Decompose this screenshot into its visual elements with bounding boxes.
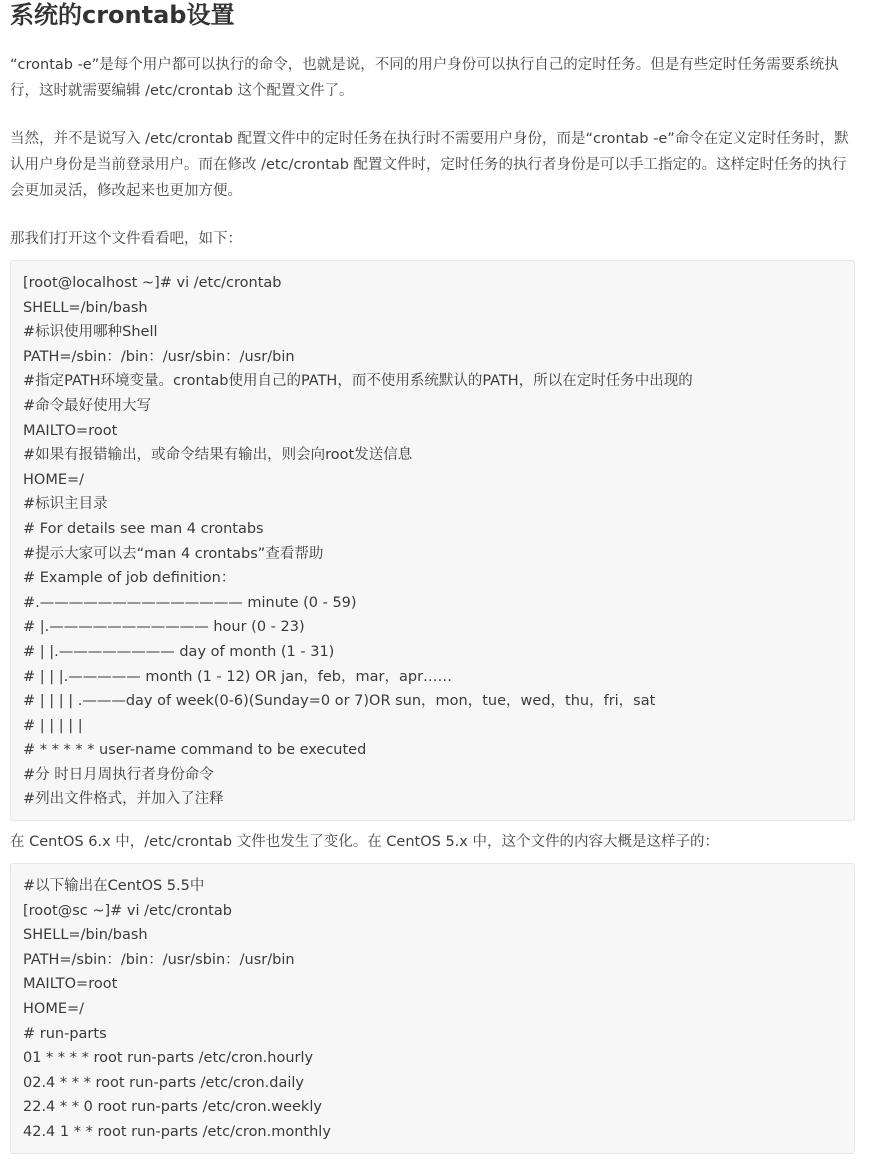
code-line: #指定PATH环境变量。crontab使用自己的PATH，而不使用系统默认的PATH，所以在定时任务中出现的: [23, 373, 693, 390]
code-line: # | |.———————— day of month (1 - 31): [23, 643, 335, 660]
code-line: # run-parts: [23, 1025, 107, 1042]
code-line: 02.4 * * * root run-parts /etc/cron.daily: [23, 1074, 304, 1091]
code-line: # | | | | |: [23, 717, 83, 734]
code-line: # | | |.————— month (1 - 12) OR jan，feb，mar，apr……: [23, 668, 453, 685]
code-line: HOME=/: [23, 471, 85, 488]
code-line: #分 时日月周执行者身份命令: [23, 766, 214, 783]
code-line: # |.——————————— hour (0 - 23): [23, 619, 305, 636]
code-line: 01 * * * * root run-parts /etc/cron.hourly: [23, 1050, 314, 1067]
intro-paragraph: “crontab -e”是每个用户都可以执行的命令，也就是说，不同的用户身份可以执行自己的定时任务。但是有些定时任务需要系统执行，这时就需要编辑 /etc/crontab 这个配置文件了。: [10, 57, 839, 99]
code-line: MAILTO=root: [23, 976, 118, 993]
code-line: PATH=/sbin：/bin：/usr/sbin：/usr/bin: [23, 951, 295, 968]
code-line: #命令最好使用大写: [23, 397, 152, 414]
article: [10, 0, 855, 1154]
centos5-code-block: [10, 863, 855, 1154]
open-file-paragraph: 那我们打开这个文件看看吧，如下：: [10, 231, 242, 247]
code-line: SHELL=/bin/bash: [23, 299, 148, 316]
code-line: HOME=/: [23, 1001, 85, 1018]
code-line: #提示大家可以去“man 4 crontabs”查看帮助: [23, 545, 324, 562]
code-line: #.—————————————— minute (0 - 59): [23, 594, 357, 611]
code-line: [root@localhost ~]# vi /etc/crontab: [23, 275, 282, 291]
code-line: # * * * * * user-name command to be executed: [23, 742, 367, 759]
code-line: 22.4 * * 0 root run-parts /etc/cron.weekly: [23, 1099, 322, 1116]
code-line: #以下输出在CentOS 5.5中: [23, 878, 205, 895]
centos-paragraph: 在 CentOS 6.x 中，/etc/crontab 文件也发生了变化。在 CentOS 5.x 中，这个文件的内容大概是这样子的：: [10, 834, 719, 851]
code-line: #如果有报错输出，或命令结果有输出，则会向root发送信息: [23, 447, 413, 464]
code-line: 42.4 1 * * root run-parts /etc/cron.monthly: [23, 1124, 331, 1140]
crontab-code-block: [10, 260, 855, 821]
code-line: # For details see man 4 crontabs: [23, 520, 264, 537]
code-line: #标识主目录: [23, 496, 108, 513]
section-title: 系统的crontab设置: [10, 1, 235, 29]
code-line: PATH=/sbin：/bin：/usr/sbin：/usr/bin: [23, 348, 295, 365]
code-line: # | | | | .———day of week(0-6)(Sunday=0 or 7)OR sun，mon，tue，wed，thu，fri，sat: [23, 693, 656, 710]
explanation-paragraph: 当然，并不是说写入 /etc/crontab 配置文件中的定时任务在执行时不需要用户身份，而是“crontab -e”命令在定义定时任务时，默认用户身份是当前登录用户。而在修改 /etc/crontab 配置文件时，定时任务的执行者身份是可以手工指定的。这样定时任务的执行会更加灵活，修改起来也更加方便。: [10, 131, 849, 199]
code-line: [root@sc ~]# vi /etc/crontab: [23, 902, 232, 919]
code-line: # Example of job definition：: [23, 570, 236, 587]
code-line: MAILTO=root: [23, 422, 118, 439]
code-line: #标识使用哪种Shell: [23, 324, 158, 341]
code-line: #列出文件格式，并加入了注释: [23, 791, 224, 808]
code-line: SHELL=/bin/bash: [23, 927, 148, 944]
